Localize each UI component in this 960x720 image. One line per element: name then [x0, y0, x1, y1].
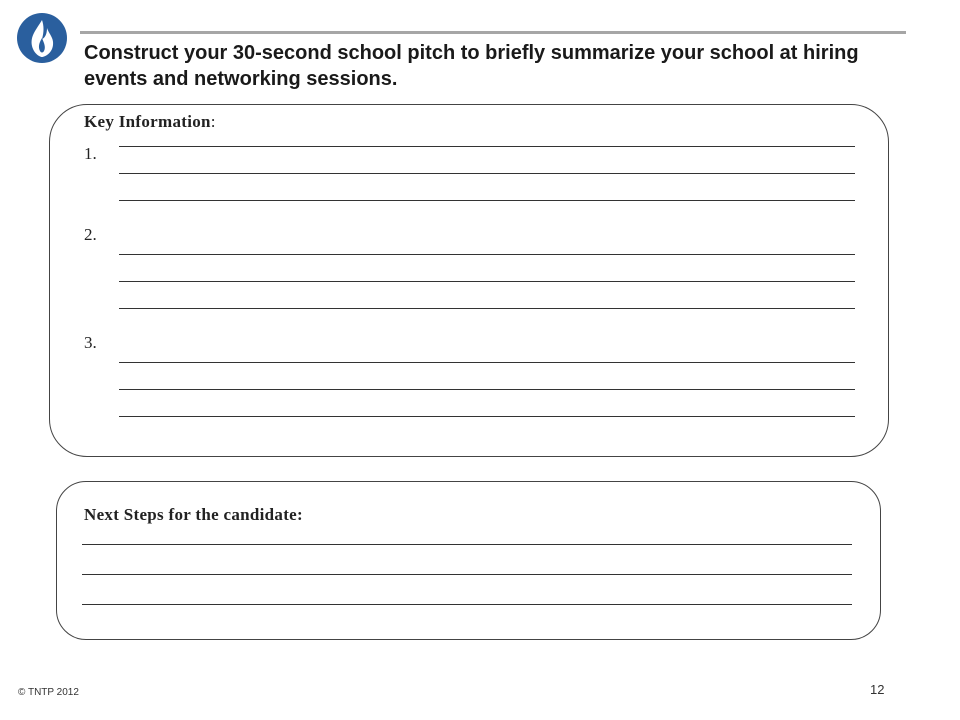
next-steps-line-1[interactable]	[82, 544, 852, 545]
answer-line-1a[interactable]	[119, 146, 855, 147]
answer-line-3a[interactable]	[119, 362, 855, 363]
page-number: 12	[870, 682, 885, 697]
answer-line-2b[interactable]	[119, 281, 855, 282]
key-information-heading-colon: :	[210, 112, 216, 131]
key-information-heading	[84, 112, 216, 132]
tntp-flame-logo-icon	[16, 12, 68, 64]
header-rule	[80, 31, 906, 34]
item-number-1: 1.	[84, 144, 97, 163]
answer-line-3b[interactable]	[119, 389, 855, 390]
next-steps-heading: Next Steps for the candidate:	[84, 505, 303, 524]
item-number-2: 2.	[84, 225, 97, 244]
answer-line-2c[interactable]	[119, 308, 855, 309]
answer-line-2a[interactable]	[119, 254, 855, 255]
next-steps-line-3[interactable]	[82, 604, 852, 605]
page-title: Construct your 30-second school pitch to briefly summarize your school at hiring events and networking sessions.	[84, 42, 859, 90]
copyright-notice: © TNTP 2012	[18, 687, 79, 698]
item-number-3: 3.	[84, 333, 97, 352]
answer-line-1b[interactable]	[119, 173, 855, 174]
answer-line-3c[interactable]	[119, 416, 855, 417]
answer-line-1c[interactable]	[119, 200, 855, 201]
next-steps-line-2[interactable]	[82, 574, 852, 575]
key-information-heading-text: Key Information	[84, 112, 211, 131]
